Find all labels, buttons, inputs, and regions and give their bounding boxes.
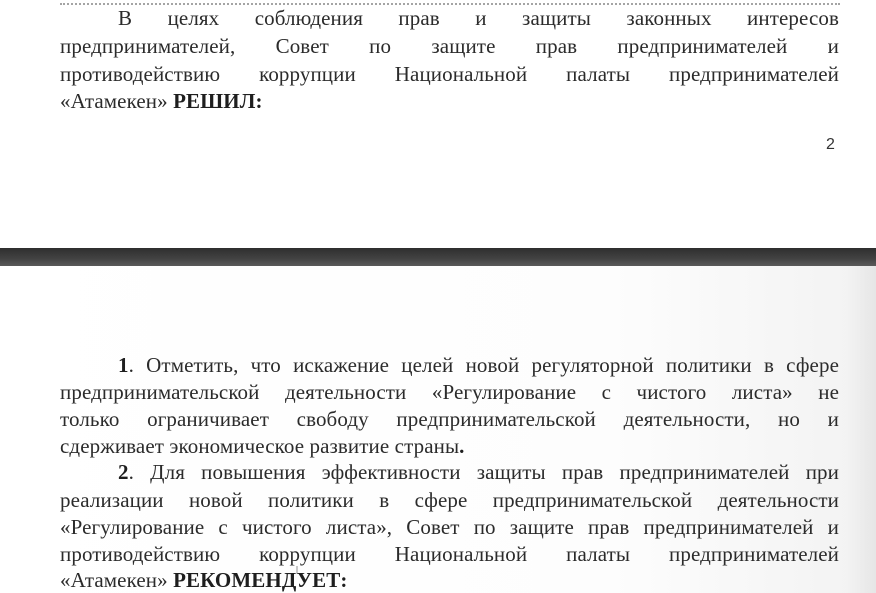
- list-item-2-line: [60, 568, 839, 592]
- organization-name: «Атамекен»: [60, 568, 168, 592]
- list-item-1-line: только ограничивает свободу предпринимательской деятельности, но и: [60, 407, 839, 431]
- list-item-number: 1: [118, 353, 129, 377]
- list-item-2-line: реализации новой политики в сфере предпринимательской деятельности: [60, 488, 839, 512]
- list-item-2-line: 2. Для повышения эффективности защиты прав предпринимателей при: [118, 460, 839, 484]
- recommendation-heading: РЕКОМЕНДУЕТ:: [173, 568, 348, 592]
- previous-line-fragment: [60, 0, 840, 5]
- page-3: [0, 266, 876, 593]
- list-item-2-line: противодействию коррупции Национальной палаты предпринимателей: [60, 542, 839, 566]
- page-number: 2: [826, 136, 835, 153]
- paragraph-line: предпринимателей, Совет по защите прав предпринимателей и: [60, 34, 839, 58]
- page-2: [0, 0, 876, 248]
- decision-heading: РЕШИЛ:: [173, 89, 263, 113]
- page-divider: [0, 248, 876, 266]
- list-item-2-line: «Регулирование с чистого листа», Совет по защите прав предпринимателей и: [60, 515, 839, 539]
- organization-name: «Атамекен»: [60, 89, 168, 113]
- paragraph-line: противодействию коррупции Национальной палаты предпринимателей: [60, 62, 839, 86]
- page-edge-shadow: [846, 266, 876, 593]
- list-item-number: 2: [118, 460, 129, 484]
- list-item-1-line: предпринимательской деятельности «Регулирование с чистого листа» не: [60, 380, 839, 404]
- list-item-1-line: 1. Отметить, что искажение целей новой регуляторной политики в сфере: [118, 353, 839, 377]
- list-item-1-line: сдерживает экономическое развитие страны.: [60, 434, 465, 458]
- paragraph-line: В целях соблюдения прав и защиты законных интересов: [118, 6, 839, 30]
- paragraph-line: [60, 89, 839, 113]
